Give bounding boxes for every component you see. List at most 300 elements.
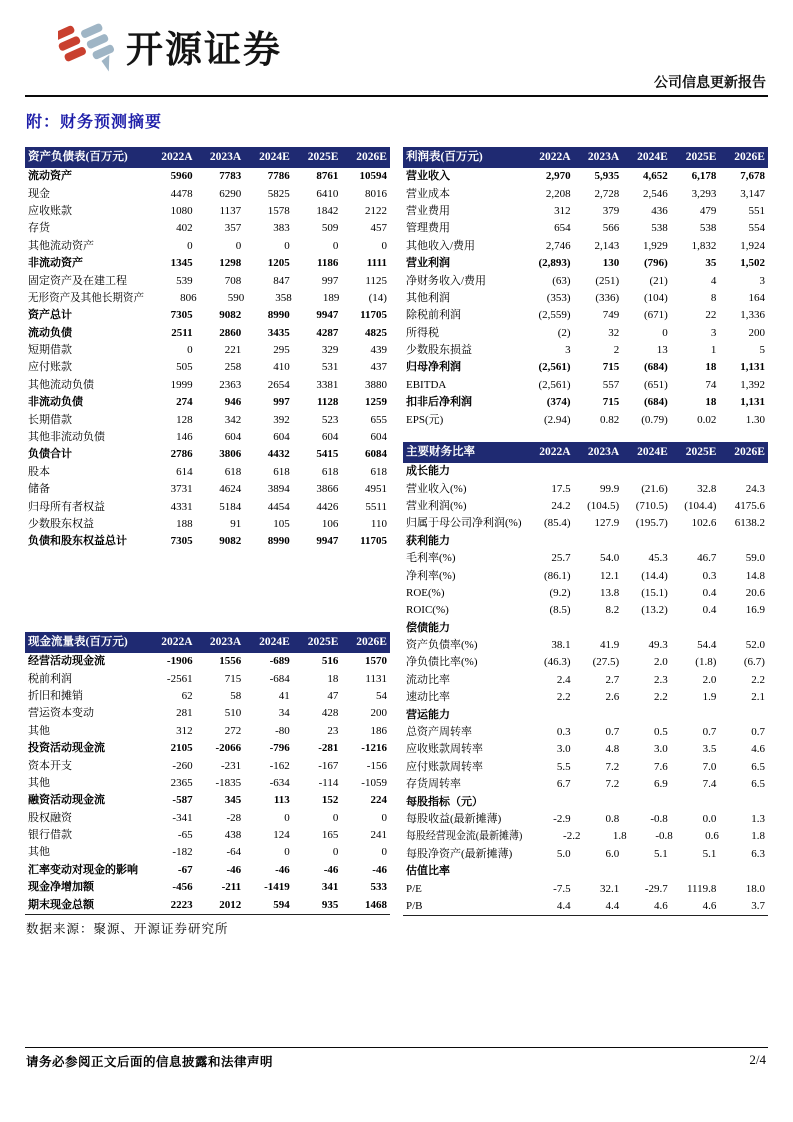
cell-value: 531	[321, 361, 339, 374]
cell-value: 2,546	[643, 187, 668, 200]
cell-value: 0	[235, 239, 242, 252]
cell-value: (14.4)	[641, 569, 668, 582]
cell-value: 54.4	[697, 639, 717, 652]
row-label: 税前利润	[28, 672, 72, 685]
cell-value: 5960	[170, 170, 193, 183]
cell-value: 2,746	[545, 239, 571, 252]
cell-value: 0	[381, 811, 387, 824]
cell-value: 164	[748, 291, 765, 304]
cell-value: 5415	[316, 448, 339, 461]
table-row	[25, 498, 390, 515]
row-label: ROE(%)	[406, 586, 445, 599]
table-row	[403, 863, 768, 880]
cell-value: 2	[613, 344, 620, 357]
cell-value: 436	[651, 204, 668, 217]
row-label: 净负债比率(%)	[406, 656, 478, 669]
cell-value: -1059	[361, 776, 387, 789]
cell-value: 715	[224, 672, 242, 685]
cell-value: 128	[176, 413, 193, 426]
table-row	[25, 775, 390, 792]
table-row	[25, 411, 390, 428]
cell-value: 4951	[364, 483, 387, 496]
cell-value: 3731	[170, 483, 193, 496]
cell-value: 2,970	[545, 170, 571, 183]
row-label: 负债和股东权益总计	[28, 535, 127, 548]
cell-value: 4478	[170, 187, 193, 200]
brand-name: 开源证券	[126, 27, 282, 71]
cell-value: 24.2	[551, 499, 571, 512]
cell-value: 1111	[366, 257, 387, 270]
table-row	[403, 394, 768, 411]
cell-value: 539	[176, 274, 193, 287]
row-label: 非流动资产	[28, 257, 83, 270]
row-label: 应收账款	[28, 204, 72, 217]
cell-value: (2,893)	[538, 257, 571, 270]
cell-value: -1835	[215, 776, 242, 789]
cell-value: 1345	[170, 257, 193, 270]
table-row	[403, 620, 768, 637]
row-label: 其他流动资产	[28, 239, 94, 252]
cell-value: 402	[176, 222, 193, 235]
cell-value: 538	[699, 222, 717, 235]
cell-value: 38.1	[551, 639, 571, 652]
cell-value: 1125	[365, 274, 387, 287]
header-divider	[25, 95, 768, 97]
cell-value: -80	[275, 724, 290, 737]
cell-value: 1080	[170, 204, 193, 217]
cell-value: 379	[602, 204, 620, 217]
year-header: 2026E	[734, 445, 765, 458]
cell-value: 6.0	[605, 847, 620, 860]
cell-value: 0.4	[702, 604, 717, 617]
year-header: 2026E	[356, 150, 387, 163]
cell-value: 5.0	[556, 847, 571, 860]
table-row	[403, 185, 768, 202]
cell-value: 0.82	[599, 413, 620, 426]
cell-value: 1,924	[740, 239, 765, 252]
table-row	[25, 740, 390, 757]
table-row	[403, 880, 768, 897]
cell-value: (104.4)	[684, 499, 717, 512]
year-header: 2024E	[637, 445, 668, 458]
cell-value: 557	[602, 378, 620, 391]
cell-value: 45.3	[648, 552, 668, 565]
cell-value: 3	[710, 326, 717, 339]
table-row	[403, 602, 768, 619]
cell-value: 5184	[219, 500, 242, 513]
cell-value: 5	[759, 344, 765, 357]
cell-value: -2561	[166, 672, 193, 685]
cell-value: (9.2)	[549, 586, 571, 599]
cell-value: -1906	[166, 655, 193, 668]
cell-value: 186	[370, 724, 387, 737]
cell-value: 7.0	[702, 760, 717, 773]
cell-value: 16.9	[745, 604, 765, 617]
cell-value: (15.1)	[641, 586, 668, 599]
cell-value: 1,336	[740, 309, 765, 322]
table-row	[403, 654, 768, 671]
cell-value: 6138.2	[734, 517, 765, 530]
income-statement-table	[403, 147, 768, 429]
cell-value: 0	[284, 846, 290, 859]
cell-value: -2.2	[563, 830, 581, 843]
cell-value: 106	[321, 518, 339, 530]
year-header: 2023A	[209, 635, 242, 648]
row-label: 扣非后净利润	[406, 396, 472, 409]
cell-value: 0	[332, 239, 339, 252]
cell-value: -0.8	[650, 813, 668, 825]
row-label: 每股指标（元）	[406, 795, 483, 808]
table-row	[25, 429, 390, 446]
cell-value: (8.5)	[549, 604, 571, 617]
cell-value: 604	[224, 431, 242, 444]
cell-value: 23	[327, 724, 339, 737]
table-row	[25, 844, 390, 861]
cell-value: 2.4	[556, 673, 571, 686]
row-label: 无形资产及其他长期资产	[28, 291, 144, 304]
cell-value: 127.9	[594, 517, 620, 530]
year-header: 2025E	[307, 635, 339, 648]
year-header: 2023A	[587, 150, 620, 163]
cell-value: 1186	[316, 257, 339, 270]
cell-value: 105	[273, 518, 290, 530]
cell-value: (1.8)	[695, 656, 717, 669]
row-label: 其他	[28, 846, 50, 859]
table-title: 现金流量表(百万元)	[28, 635, 128, 648]
cell-value: 2.2	[556, 691, 571, 704]
table-row	[403, 567, 768, 584]
cell-value: (21)	[649, 274, 668, 287]
cell-value: (684)	[643, 361, 668, 374]
cell-value: -211	[221, 881, 242, 894]
table-row	[403, 637, 768, 654]
cell-value: 17.5	[551, 482, 571, 495]
table-row	[403, 759, 768, 776]
row-label: 所得税	[406, 326, 439, 339]
cell-value: 3806	[219, 448, 242, 461]
cell-value: 708	[224, 274, 242, 287]
cell-value: 3.0	[654, 743, 668, 756]
cell-value: (86.1)	[544, 569, 571, 582]
cell-value: (2,559)	[538, 309, 571, 322]
row-label: 资本开支	[28, 759, 72, 772]
table-row	[403, 550, 768, 567]
table-row	[25, 290, 390, 307]
cell-value: 2.1	[751, 691, 765, 704]
row-label: P/B	[406, 899, 423, 912]
table-row	[403, 776, 768, 793]
cell-value: 329	[321, 344, 339, 357]
row-label: 归母净利润	[406, 361, 461, 374]
row-label: 每股经营现金流(最新摊薄)	[406, 830, 523, 843]
cell-value: 2.3	[654, 673, 668, 686]
cell-value: (104.5)	[587, 499, 620, 512]
cell-value: -46	[275, 863, 290, 876]
cell-value: 18	[705, 396, 717, 409]
table-row	[25, 342, 390, 359]
cell-value: 1842	[316, 204, 339, 217]
cell-value: (251)	[595, 274, 620, 287]
cell-value: 2,728	[594, 187, 620, 200]
cell-value: -7.5	[553, 882, 571, 895]
row-label: 营业费用	[406, 204, 450, 217]
table-row	[25, 862, 390, 879]
cell-value: 59.0	[745, 552, 765, 565]
cell-value: 9947	[316, 535, 339, 548]
cell-value: 1298	[219, 257, 242, 270]
cell-value: 618	[370, 465, 387, 478]
row-label: 其他	[28, 724, 50, 737]
cell-value: (0.79)	[641, 413, 668, 426]
cell-value: 54.0	[599, 552, 620, 565]
table-row	[403, 741, 768, 758]
cell-value: 8990	[267, 535, 290, 548]
cell-value: (671)	[643, 309, 668, 322]
cell-value: 0	[187, 344, 193, 357]
row-label: 经营活动现金流	[28, 655, 105, 668]
table-row	[25, 272, 390, 289]
cell-value: 439	[370, 344, 387, 357]
cell-value: 2012	[219, 898, 242, 911]
cell-value: (6.7)	[743, 656, 765, 669]
cell-value: 13.8	[599, 586, 620, 599]
cell-value: 74	[705, 378, 717, 391]
table-row	[403, 515, 768, 532]
cell-value: 7783	[219, 170, 242, 183]
cell-value: 189	[322, 291, 340, 304]
row-label: 每股收益(最新摊薄)	[406, 813, 502, 825]
table-row	[403, 377, 768, 394]
cell-value: 1,929	[643, 239, 668, 252]
cell-value: 11705	[360, 309, 387, 322]
cell-value: 1.8	[751, 830, 766, 843]
cell-value: 0	[284, 239, 290, 252]
cell-value: (13.2)	[641, 604, 668, 617]
cell-value: 1131	[365, 672, 387, 685]
row-label: ROIC(%)	[406, 604, 449, 617]
row-label: 短期借款	[28, 344, 72, 357]
cell-value: 7,678	[740, 170, 765, 183]
cell-value: 102.6	[691, 517, 717, 530]
cell-value: (684)	[643, 396, 668, 409]
cell-value: 4	[710, 274, 717, 287]
cell-value: 1205	[267, 257, 290, 270]
cell-value: 7786	[267, 170, 290, 183]
cell-value: (46.3)	[544, 656, 571, 669]
row-label: 长期借款	[28, 413, 72, 426]
cell-value: 1259	[364, 396, 387, 409]
cell-value: -281	[318, 742, 339, 755]
table-row	[25, 203, 390, 220]
cell-value: 1.3	[751, 813, 765, 825]
row-label: 固定资产及在建工程	[28, 274, 127, 287]
cell-value: 3381	[316, 378, 339, 391]
cell-value: 4,652	[643, 170, 668, 183]
cell-value: 618	[224, 465, 242, 478]
table-row	[25, 670, 390, 687]
cell-value: (21.6)	[641, 482, 668, 495]
cell-value: 22	[705, 309, 717, 322]
cell-value: 410	[273, 361, 290, 374]
table-row	[403, 255, 768, 272]
cell-value: 479	[699, 204, 717, 217]
cell-value: 41	[278, 689, 290, 702]
cell-value: 3880	[364, 378, 387, 391]
row-label: 归母所有者权益	[28, 500, 105, 513]
cell-value: 538	[651, 222, 668, 235]
row-label: 资产总计	[28, 309, 72, 322]
cell-value: 8761	[316, 170, 339, 183]
row-label: 管理费用	[406, 222, 450, 235]
cell-value: 295	[273, 344, 290, 357]
cell-value: 12.1	[599, 569, 620, 582]
cell-value: 0	[381, 846, 387, 859]
cell-value: 6,178	[691, 170, 717, 183]
row-label: 每股净资产(最新摊薄)	[406, 847, 513, 860]
cell-value: 2.6	[605, 691, 620, 704]
table-row	[25, 516, 390, 533]
cell-value: 124	[273, 829, 290, 842]
year-header: 2022A	[161, 635, 193, 648]
financial-ratios-table	[403, 442, 768, 916]
cell-value: 1.8	[612, 830, 627, 843]
cell-value: 9082	[219, 535, 242, 548]
row-label: 成长能力	[406, 465, 450, 478]
cell-value: 2,143	[594, 239, 620, 252]
table-row	[25, 446, 390, 463]
cell-value: 3866	[316, 483, 339, 496]
table-row	[25, 757, 390, 774]
cell-value: -67	[177, 863, 193, 876]
cell-value: 0	[381, 239, 387, 252]
row-label: 股权融资	[28, 811, 72, 824]
row-label: EPS(元)	[406, 413, 444, 426]
cell-value: 1,832	[691, 239, 717, 252]
cell-value: 5,935	[594, 170, 620, 183]
cell-value: 3.7	[751, 899, 765, 912]
row-label: P/E	[406, 882, 422, 895]
cell-value: 4.4	[605, 899, 620, 912]
table-row	[403, 706, 768, 723]
cell-value: 0.8	[605, 813, 620, 825]
table-row	[25, 307, 390, 324]
cell-value: 6.5	[751, 778, 765, 791]
cell-value: -796	[269, 742, 290, 755]
cell-value: 200	[748, 326, 765, 339]
cell-value: 342	[224, 413, 242, 426]
table-row	[25, 792, 390, 809]
cell-value: 7.4	[702, 778, 717, 791]
table-row	[403, 689, 768, 706]
cell-value: 1.9	[702, 691, 717, 704]
row-label: EBITDA	[406, 378, 447, 391]
row-label: 营业利润(%)	[406, 499, 467, 512]
table-row	[403, 533, 768, 550]
year-header: 2026E	[734, 150, 765, 163]
cash-flow-table	[25, 632, 390, 915]
cell-value: 554	[748, 222, 765, 235]
table-row	[403, 898, 768, 915]
cell-value: 1,131	[740, 361, 765, 374]
cell-value: 18	[705, 361, 717, 374]
cell-value: 7.6	[654, 760, 668, 773]
table-row	[403, 238, 768, 255]
cell-value: 200	[370, 707, 387, 720]
cell-value: (195.7)	[635, 517, 668, 530]
row-label: 储备	[28, 483, 50, 496]
cell-value: 715	[602, 361, 620, 374]
row-label: 投资活动现金流	[28, 742, 105, 755]
cell-value: 438	[224, 829, 242, 842]
cell-value: 4432	[267, 448, 290, 461]
cell-value: 4454	[267, 500, 290, 513]
cell-value: -689	[269, 655, 290, 668]
table-row	[403, 272, 768, 289]
cell-value: 5.1	[654, 847, 668, 860]
year-header: 2026E	[356, 635, 387, 648]
cell-value: 505	[176, 361, 193, 374]
cell-value: 49.3	[648, 639, 668, 652]
cell-value: 6.5	[751, 760, 765, 773]
cell-value: 847	[273, 274, 290, 287]
table-row	[25, 481, 390, 498]
cell-value: 52.0	[745, 639, 765, 652]
cell-value: 6410	[316, 187, 339, 200]
cell-value: 0.7	[702, 726, 717, 739]
cell-value: 91	[230, 518, 242, 530]
table-row	[403, 480, 768, 497]
data-source-note: 数据来源：聚源、开源证券研究所	[26, 922, 229, 936]
table-row	[403, 220, 768, 237]
row-label: 流动比率	[406, 673, 450, 686]
row-label: 存货周转率	[406, 778, 461, 791]
cell-value: 2.2	[751, 673, 765, 686]
cell-value: 18.0	[745, 882, 765, 895]
cell-value: -684	[269, 672, 290, 685]
cell-value: 533	[370, 881, 387, 894]
cell-value: 383	[273, 222, 290, 235]
page-footer	[26, 1052, 766, 1070]
cell-value: 1128	[316, 396, 339, 409]
table-row	[25, 377, 390, 394]
cell-value: 715	[602, 396, 620, 409]
cell-value: 2122	[364, 204, 387, 217]
cell-value: 618	[273, 465, 290, 478]
cell-value: 6.7	[556, 778, 571, 791]
row-label: 流动负债	[28, 326, 72, 339]
table-row	[403, 811, 768, 828]
cell-value: 551	[748, 204, 765, 217]
cell-value: -2066	[215, 742, 242, 755]
cell-value: 614	[176, 465, 193, 478]
cell-value: 62	[181, 689, 193, 702]
table-row	[25, 705, 390, 722]
cell-value: 604	[321, 431, 339, 444]
table-row	[403, 498, 768, 515]
cell-value: 8016	[364, 187, 387, 200]
cell-value: 274	[176, 396, 193, 409]
table-row	[25, 879, 390, 896]
cell-value: 594	[273, 898, 290, 911]
row-label: 获利能力	[406, 534, 450, 547]
cell-value: 509	[321, 222, 339, 235]
cell-value: (85.4)	[544, 517, 571, 530]
cell-value: 4.8	[605, 743, 620, 756]
cell-value: 2786	[170, 448, 193, 461]
table-row	[403, 307, 768, 324]
year-header: 2023A	[587, 445, 620, 458]
year-header: 2025E	[685, 445, 717, 458]
